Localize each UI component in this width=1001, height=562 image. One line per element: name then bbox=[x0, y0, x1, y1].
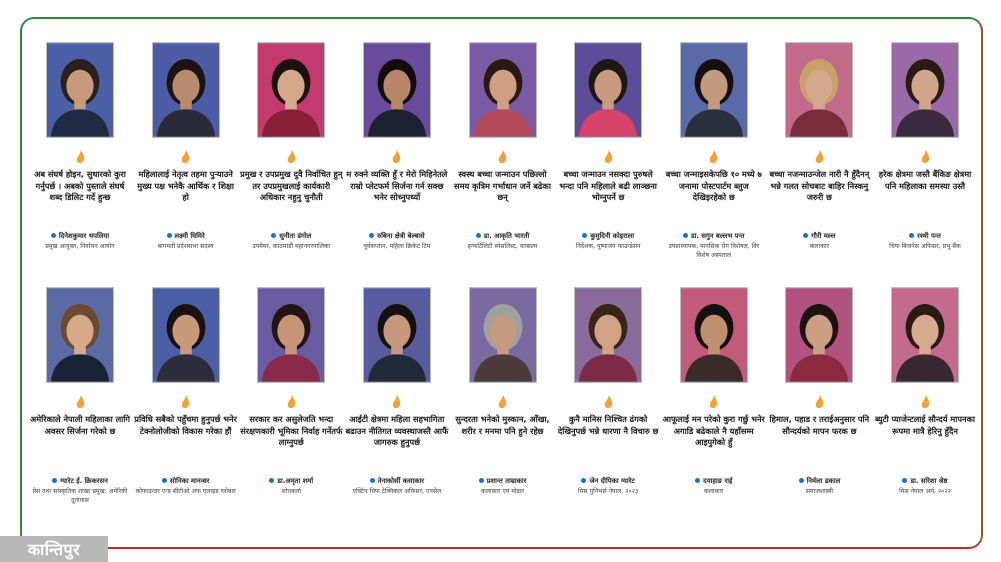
bullet-dot-icon bbox=[162, 478, 167, 483]
speakers-row-1 bbox=[30, 42, 975, 260]
quote-drop-icon bbox=[604, 395, 613, 409]
quote-drop-icon bbox=[181, 150, 190, 164]
speaker-photo bbox=[363, 42, 431, 138]
bullet-dot-icon bbox=[369, 233, 374, 238]
quote-drop-icon bbox=[498, 395, 507, 409]
speaker-card bbox=[558, 42, 658, 260]
speaker-name-line bbox=[695, 476, 732, 485]
quote-drop-icon bbox=[287, 150, 296, 164]
bullet-dot-icon bbox=[370, 478, 375, 483]
speaker-role: कलाकार bbox=[809, 243, 830, 250]
speaker-quote: स्वस्थ बच्चा जन्माउन पछिल्लो समय कृत्रिम गर्भाधान जर्ने बढेका छन् bbox=[454, 169, 551, 203]
bullet-dot-icon bbox=[269, 478, 274, 483]
speaker-name-line bbox=[51, 231, 109, 240]
speaker-name-line bbox=[479, 476, 527, 485]
speaker-quote: बच्चा जन्माइसकेपछि १० मध्ये ७ जनामा पोस्टपार्टम ब्लुज देखिइरहेको छ bbox=[665, 169, 762, 203]
speaker-card bbox=[664, 42, 764, 260]
quote-drop-icon bbox=[709, 395, 718, 409]
speaker-name: निर्मला ढकाल bbox=[806, 477, 841, 485]
bullet-dot-icon bbox=[581, 478, 586, 483]
speaker-name: डा. आकृति भारती bbox=[483, 232, 530, 240]
speaker-name: डा. सगुन बल्लभ पन्त bbox=[691, 232, 745, 240]
speaker-name-line bbox=[799, 476, 841, 485]
bullet-dot-icon bbox=[476, 233, 481, 238]
speakers-row-2 bbox=[30, 287, 975, 505]
speaker-quote: सरकार कर असुलेजति भन्दा संरक्षणकारी भूमिका निर्वाह गर्नेतर्फ लाग्नुपर्छ bbox=[240, 414, 343, 448]
speaker-card bbox=[769, 42, 869, 260]
speaker-role: शोधकर्ता bbox=[281, 488, 301, 495]
speaker-quote: कुनै मानिस निश्चित ढंगको देखिनुपर्छ भन्ने धारणा नै विचारु छ bbox=[557, 414, 659, 436]
quote-drop-icon bbox=[76, 395, 85, 409]
speaker-name-line bbox=[269, 476, 313, 485]
bullet-dot-icon bbox=[909, 233, 914, 238]
speaker-name-line bbox=[271, 231, 311, 240]
speaker-name: प्रशान्त ताम्राकार bbox=[486, 477, 527, 485]
bullet-dot-icon bbox=[695, 478, 700, 483]
speaker-photo bbox=[363, 287, 431, 383]
speaker-quote: बच्चा नजन्माउन्जेल नारी नै हुँदैनन् भन्ने गलत सोचबाट बाहिर निस्कनु जरुरी छ bbox=[769, 169, 870, 203]
quote-drop-icon bbox=[921, 395, 930, 409]
speaker-name: सुनीता डंगोल bbox=[279, 232, 312, 240]
speaker-name: दिनेशकुमार थपलिया bbox=[58, 232, 110, 240]
quote-drop-icon bbox=[709, 150, 718, 164]
quote-drop-icon bbox=[498, 150, 507, 164]
bullet-dot-icon bbox=[902, 478, 907, 483]
speaker-name-line bbox=[803, 231, 835, 240]
speaker-name: जेन दीपिका ग्यारेट bbox=[589, 477, 635, 485]
speaker-role: प्रमुख आयुक्त, निर्वाचन आयोग bbox=[45, 243, 115, 250]
quote-drop-icon bbox=[392, 395, 401, 409]
quote-drop-icon bbox=[181, 395, 190, 409]
speaker-quote: बच्चा जन्माउन नसक्दा पुरुषले भन्दा पनि महिलाले बढी लाञ्छना भोग्नुपर्ने छ bbox=[559, 169, 657, 203]
speaker-card bbox=[875, 42, 975, 260]
speaker-name: डा. सरिशा श्रेष्ठ bbox=[910, 477, 948, 485]
bullet-dot-icon bbox=[167, 233, 172, 238]
speaker-quote: अमेरिकाले नेपाली महिलाका लागि अवसर सिर्जना गरेको छ bbox=[30, 414, 130, 436]
speaker-name: तेनाकोर्सी कसाकार bbox=[377, 477, 425, 485]
speaker-role: उपप्राध्यापक, मानसिक रोग विशेषज्ञ, विर विशेष अस्पताल bbox=[668, 243, 760, 259]
speaker-role: प्रेस तथा सांस्कृतिक शाखा प्रमुख, अमेरिकी दूतावास bbox=[32, 488, 128, 504]
bullet-dot-icon bbox=[51, 233, 56, 238]
speaker-photo bbox=[469, 42, 537, 138]
speaker-photo bbox=[891, 287, 959, 383]
speaker-quote: हरेक क्षेत्रमा जस्तै बैंकिङ क्षेत्रमा पनि महिलाका समस्या उस्तै bbox=[878, 169, 972, 191]
speaker-role: पूर्वकप्तान, महिला क्रिकेट टिम bbox=[363, 243, 431, 250]
speaker-name-line bbox=[902, 476, 947, 485]
speaker-role: उपमेयर, काठमाडौं महानगरपालिका bbox=[252, 243, 331, 250]
speaker-card bbox=[664, 287, 764, 505]
speaker-name: डा.अमृता शर्मा bbox=[277, 477, 314, 485]
speaker-quote: महिलालाई नेतृत्व तहमा पुऱ्याउने मुख्य पक्ष भनेकै आर्थिक र शिक्षा हो bbox=[137, 169, 235, 203]
speaker-name: गौरी मल्ल bbox=[811, 232, 836, 240]
speaker-card bbox=[769, 287, 869, 505]
speaker-photo bbox=[680, 287, 748, 383]
speaker-card bbox=[453, 287, 553, 505]
bullet-dot-icon bbox=[799, 478, 804, 483]
speaker-photo bbox=[152, 287, 220, 383]
speaker-quote: अब संघर्ष होइन, सुधारको कुरा गर्नुपर्छ । अबको पुस्ताले संघर्ष शब्द डिलिट गर्दे हुन्छ bbox=[34, 169, 126, 203]
speaker-card bbox=[136, 287, 236, 505]
quote-drop-icon bbox=[815, 150, 824, 164]
speaker-card bbox=[347, 287, 447, 505]
speaker-quote: प्रमुख र उपप्रमुख दुवै निर्वाचित हुन् तर उपप्रमुखलाई कार्यकारी अधिकार नहुनु चुनौती bbox=[240, 169, 343, 203]
speaker-name-line bbox=[52, 476, 108, 485]
speaker-photo bbox=[574, 287, 642, 383]
speaker-quote: सुन्दरता भनेको मुस्कान, आँखा, शरीर र मनमा पनि हुने रहेछ bbox=[455, 414, 550, 436]
speaker-name: रुबिना क्षेत्री बेल्बासे bbox=[377, 232, 425, 240]
speaker-card bbox=[453, 42, 553, 260]
speaker-card bbox=[30, 287, 130, 505]
speaker-card bbox=[558, 287, 658, 505]
speaker-role: कलाकार एवं मोडल bbox=[480, 488, 525, 495]
speaker-photo bbox=[257, 42, 325, 138]
bullet-dot-icon bbox=[52, 478, 57, 483]
bullet-dot-icon bbox=[479, 478, 484, 483]
speaker-name: रश्मी पन्त bbox=[917, 232, 941, 240]
speaker-role: कलाकार bbox=[704, 488, 724, 495]
speaker-card bbox=[241, 42, 341, 260]
speaker-name-line bbox=[370, 476, 424, 485]
speaker-name: ग्यारेट ई. क्रिकरसन bbox=[60, 477, 108, 485]
speaker-name: लक्ष्मी घिमिरे bbox=[174, 232, 205, 240]
quote-drop-icon bbox=[392, 150, 401, 164]
speaker-name-line bbox=[476, 231, 529, 240]
quote-drop-icon bbox=[604, 150, 613, 164]
speaker-photo bbox=[785, 42, 853, 138]
speaker-role: इन्फर्टिलिटी स्पेसलिस्ट, वात्सल्य bbox=[467, 243, 538, 250]
speaker-photo bbox=[257, 287, 325, 383]
speaker-quote: आईटी क्षेत्रमा महिला सहभागिता बढाउन नीतिगत व्यवस्थाजस्तै आफैं जागरुक हुनुपर्छ bbox=[345, 414, 449, 448]
speaker-name: सोनिका मानन्धर bbox=[169, 477, 210, 485]
speaker-photo bbox=[891, 42, 959, 138]
speaker-role: मिस युनिभर्स नेपाल, २०२३ bbox=[578, 488, 639, 495]
speaker-name-line bbox=[909, 231, 941, 240]
speaker-photo bbox=[46, 42, 114, 138]
speaker-name: कुमुदिनी कोइराला bbox=[590, 232, 635, 240]
quote-drop-icon bbox=[76, 150, 85, 164]
speaker-role: मिस नेपाल अर्थ, २०२२ bbox=[899, 488, 951, 495]
speaker-quote: हिमाल, पहाड र तराईअनुसार पनि सौन्दर्यको मापन फरक छ bbox=[769, 414, 870, 436]
bullet-dot-icon bbox=[803, 233, 808, 238]
speaker-name-line bbox=[683, 231, 744, 240]
speaker-card bbox=[347, 42, 447, 260]
speaker-card bbox=[30, 42, 130, 260]
speaker-name-line bbox=[582, 231, 634, 240]
speaker-quote: आफूलाई मन परेको कुरा गर्छु भनेर अगाडि बढेकाले नै यहाँसम्म आइपुगेको हुँ bbox=[662, 414, 765, 448]
speaker-photo bbox=[785, 287, 853, 383]
speaker-role: एक्टिंग चिफ टेक्निकल अफिसर, एनसेल bbox=[352, 488, 442, 495]
quote-drop-icon bbox=[815, 395, 824, 409]
speaker-name-line bbox=[369, 231, 425, 240]
quote-drop-icon bbox=[287, 395, 296, 409]
speaker-role: कोफाउन्डर एन्ड सीटीओ अफ एलाइड ग्लोबल bbox=[135, 488, 236, 495]
speaker-card bbox=[136, 42, 236, 260]
bullet-dot-icon bbox=[683, 233, 688, 238]
kantipur-logo: कान्तिपुर bbox=[0, 536, 108, 562]
speaker-role: बागमती प्रदेशसभा सदस्य bbox=[157, 243, 214, 250]
speaker-name: दयाहाङ राई bbox=[703, 477, 733, 485]
bullet-dot-icon bbox=[582, 233, 587, 238]
quote-drop-icon bbox=[921, 150, 930, 164]
speaker-role: निर्देशक, पुष्पाजन फाउन्डेसन bbox=[575, 243, 641, 250]
speaker-name-line bbox=[167, 231, 205, 240]
speaker-photo bbox=[152, 42, 220, 138]
speaker-quote: प्रविधि सबैको पहुँचमा हुनुपर्छ भनेर टेक्नोलोजीको विकास गरेका हौं bbox=[134, 414, 237, 436]
speaker-quote: ब्युटी प्याजेन्टलाई सौन्दर्य मापनका रूपमा मात्रै हेरिनु हुँदैन bbox=[875, 414, 975, 436]
speaker-card bbox=[875, 287, 975, 505]
speaker-photo bbox=[680, 42, 748, 138]
speaker-photo bbox=[469, 287, 537, 383]
speaker-name-line bbox=[162, 476, 210, 485]
speaker-card bbox=[241, 287, 341, 505]
bullet-dot-icon bbox=[271, 233, 276, 238]
speaker-photo bbox=[46, 287, 114, 383]
speaker-name-line bbox=[581, 476, 634, 485]
speaker-role: समाजशास्त्री bbox=[805, 488, 834, 495]
speaker-photo bbox=[574, 42, 642, 138]
speaker-role: चिफ बिजनेस अफिसर, प्रभु बैंक bbox=[889, 243, 961, 250]
speaker-quote: म रुक्ने व्यक्ति हुँ र मेरो मिहिनेतले राम्रो प्लेटफर्म सिर्जना गर्न सक्छ भनेर सोच्नुपर्थ्यो bbox=[346, 169, 448, 203]
